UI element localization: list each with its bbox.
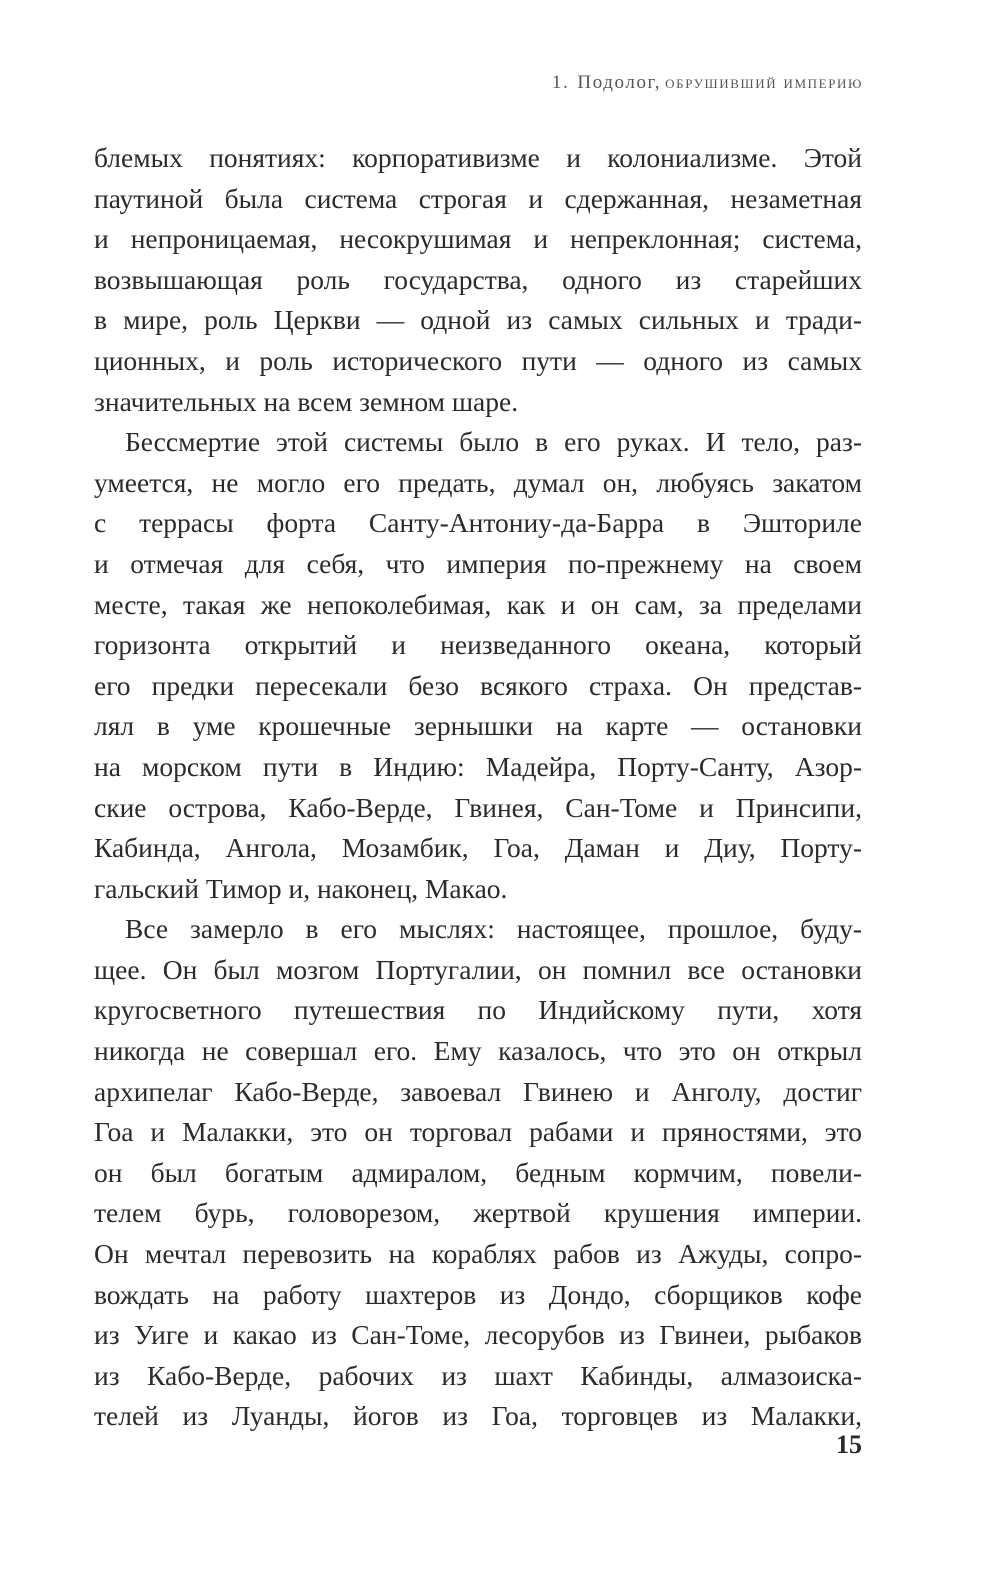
text-line: телей из Луанды, йогов из Гоа, торговцев из Малакки, xyxy=(94,1400,862,1432)
chapter-number: 1. xyxy=(551,72,570,93)
text-line: лял в уме крошечные зернышки на карте — остановки xyxy=(94,710,862,742)
text-line: значительных на всем земном шаре. xyxy=(94,385,519,417)
text-line: с террасы форта Санту-Антониу-да-Барра в Эшториле xyxy=(94,507,862,539)
text-line: из Кабо-Верде, рабочих из шахт Кабинды, алмазоиска- xyxy=(94,1359,862,1391)
text-line: возвышающая роль государства, одного из старейших xyxy=(94,263,862,295)
text-line: кругосветного путешествия по Индийскому пути, хотя xyxy=(94,994,862,1026)
chapter-title-rest: обрушивший империю xyxy=(665,72,863,93)
text-line: Все замерло в его мыслях: настоящее, прошлое, буду- xyxy=(125,913,862,945)
text-line: на морском пути в Индию: Мадейра, Порту-Санту, Азор- xyxy=(94,750,862,782)
text-line: Гоа и Малакки, это он торговал рабами и пряностями, это xyxy=(94,1116,862,1148)
text-line: и отмечая для себя, что империя по-прежнему на своем xyxy=(94,547,862,579)
text-line: телем бурь, головорезом, жертвой крушения империи. xyxy=(94,1197,862,1229)
text-line: ционных, и роль исторического пути — одного из самых xyxy=(94,344,862,376)
text-line: гальский Тимор и, наконец, Макао. xyxy=(94,872,508,904)
text-line: никогда не совершал его. Ему казалось, что это он открыл xyxy=(94,1035,862,1067)
text-line: блемых понятиях: корпоративизме и колониализме. Этой xyxy=(94,142,862,173)
text-line: горизонта открытий и неизведанного океана, который xyxy=(94,629,862,661)
text-line: умеется, не могло его предать, думал он, любуясь закатом xyxy=(94,466,862,498)
text-line: и непроницаемая, несокрушимая и непреклонная; система, xyxy=(94,223,862,255)
text-line: его предки пересекали безо всякого страха. Он представ- xyxy=(94,669,862,701)
text-line: он был богатым адмиралом, бедным кормчим, повели- xyxy=(94,1156,862,1188)
text-line: вождать на работу шахтеров из Дондо, сборщиков кофе xyxy=(94,1278,862,1310)
text-line: щее. Он был мозгом Португалии, он помнил все остановки xyxy=(94,953,862,985)
text-line: Кабинда, Ангола, Мозамбик, Гоа, Даман и Диу, Порту- xyxy=(94,832,862,864)
text-line: ские острова, Кабо-Верде, Гвинея, Сан-Томе и Принсипи, xyxy=(94,791,862,823)
text-line: Он мечтал перевозить на кораблях рабов из Ажуды, сопро- xyxy=(94,1238,862,1270)
text-line: в мире, роль Церкви — одной из самых сильных и тради- xyxy=(94,304,862,336)
text-line: Бессмертие этой системы было в его руках. И тело, раз- xyxy=(125,426,862,458)
body-text xyxy=(94,138,862,1437)
running-head xyxy=(552,72,863,94)
text-line: архипелаг Кабо-Верде, завоевал Гвинею и Анголу, достиг xyxy=(94,1075,862,1107)
chapter-title-lead: Подолог, xyxy=(577,72,662,93)
text-line: из Уиге и какао из Сан-Томе, лесорубов из Гвинеи, рыбаков xyxy=(94,1319,862,1351)
text-line: паутиной была система строгая и сдержанная, незаметная xyxy=(94,182,862,214)
page-number: 15 xyxy=(836,1430,862,1459)
text-line: месте, такая же непоколебимая, как и он сам, за пределами xyxy=(94,588,862,620)
